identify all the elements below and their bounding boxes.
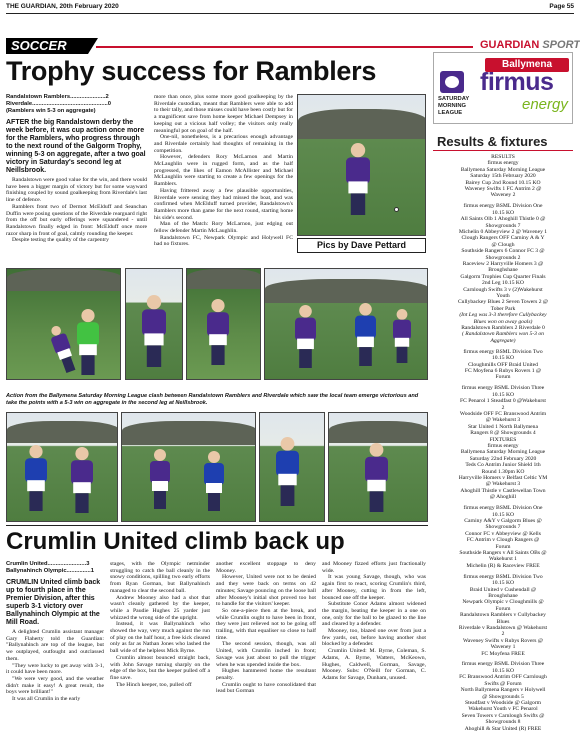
results-line: Riverdale v Randalstown @ Wakehurst: [458, 624, 548, 631]
results-line: Ballymena Saturday Morning League: [460, 449, 546, 456]
guardian-word: GUARDIAN: [480, 39, 540, 51]
paragraph: Hughes hammered home the resultant penalty.: [216, 668, 316, 681]
paragraph: Crumlin almost bounced straight back, with John Savage turning sharply on the edge of the box, but the keeper pulled off a fine save.: [110, 654, 210, 681]
results-line: firmus energy BSML Division Three: [461, 385, 545, 392]
player-purple: [393, 309, 411, 363]
paragraph: "We were very good, and the weather didn't make it easy! A great result, the boys were brilliant!": [6, 675, 104, 696]
results-line: All Saints Olb 1 Ahoghill Thistle 0 @: [460, 216, 546, 223]
photo-challenge: [186, 268, 261, 380]
results-line: FC Penarol 1 Steadfast 0 @Wakehurst: [460, 398, 546, 405]
results-line: Southside Rangers 6 Connor FC 3 @: [461, 248, 545, 255]
paragraph: Man of the Match: Rory McLarnon, just edging out fellow defender Martin McLaughlin.: [154, 221, 293, 235]
results-line: @ Wakehurst 3: [485, 481, 521, 488]
section-bar: [96, 46, 473, 48]
results-line: Michelin (R) & Raceview FREE: [466, 562, 540, 569]
results-line: 10.15 KO: [491, 580, 515, 587]
results-line: FC Branswood Antrim OFF Carnlough: [459, 674, 547, 681]
results-line: Woodside OFF FC Branswood Antrim: [459, 410, 547, 417]
results-line: @ Wakehurst 3: [485, 417, 521, 424]
results-line: 10.15 KO: [491, 511, 515, 518]
results-line: @ Clough: [491, 241, 515, 248]
paragraph: stages, with the Olympic netminder struggling to catch the ball cleanly in the snowy conditions, spilling two early efforts from Ryan Gorman, but Ballynahinch managed to clear the second ball.: [110, 561, 210, 594]
results-line: 2: [501, 631, 505, 638]
results-line: North Ballymena Rangers v Holywell: [460, 687, 546, 694]
results-line: Saturday 22nd February 2020: [469, 455, 537, 462]
results-line: 10.15 KO: [491, 355, 515, 362]
results-line: Swifts @ Forum: [484, 680, 522, 687]
page-header: [6, 3, 574, 13]
paragraph: Mooney, too, blazed one over from just a few yards, out, before having another shot blocked by a defender.: [322, 628, 426, 648]
story2-column-4: [322, 561, 426, 733]
results-rule: [433, 150, 573, 151]
results-line: FIXTURES: [489, 436, 517, 443]
results-line: Broughshane: [488, 267, 518, 274]
photo-midfield: [121, 412, 256, 522]
sponsor-panel: [433, 52, 573, 124]
results-line: Seven Towers v Carnlough Swifts @: [461, 712, 545, 719]
paper-date: THE GUARDIAN, 20th February 2020: [6, 3, 119, 10]
results-line: @ Showgrounds 5: [482, 693, 524, 700]
section-tab-soccer: [6, 38, 88, 54]
paragraph: So one-a-piece then at the break, and while Crumlin ought to have been in front, they were just relieved not to be going off trailing, with that equaliser so close to half time.: [216, 607, 316, 641]
results-line: firmus energy: [487, 442, 519, 449]
results-line: Michelin 0 Abbeyview 2 @ Waveney 1: [458, 228, 548, 235]
results-line: Connor FC v Abbeyview @ Kells: [465, 530, 541, 537]
results-line: firmus energy BSML Division Two: [463, 573, 543, 580]
tree-line: [187, 269, 261, 289]
results-line: Clough Rangers OFF Carniny A & Y: [461, 235, 545, 242]
tree-line: [7, 269, 121, 291]
results-line: Southside Rangers v All Saints OBs @: [459, 549, 547, 556]
score-note: (Ramblers win 5-3 on aggregate): [6, 108, 96, 114]
story2-column-1: [6, 561, 104, 733]
page-number: Page 55: [549, 3, 574, 10]
paragraph: Having frittered away a few plausible opportunities, Riverdale were sensing they had missed the boat, and was confirmed when McElduff turned provider, Randalstown's Ramblers more than game for the next round, starting home his side's second.: [154, 187, 293, 221]
results-line: Harryville Homers v Belfast Celtic YM: [458, 475, 548, 481]
photo-header: [259, 412, 325, 522]
player-blue: [276, 437, 299, 506]
results-line: @ Ahoghill: [489, 494, 517, 501]
paragraph: another excellent stoppage to deny Mooney.: [216, 561, 316, 574]
paragraph: Ramblers front two of Dermot McElduff and Seanchan Duffin were posing questions of the Riverdale rearguard right from the off but early offerings were squandered - until Randalstown finally edged in front: McElduff once more razor sharp in front of goal, calmly rounding the keeper.: [6, 203, 147, 237]
results-line: Waveney 1: [490, 644, 516, 651]
results-line: Wakehurst 1: [489, 556, 517, 563]
results-line: Galgorm Trophies Cup Quarter Finals: [460, 273, 546, 280]
results-line: Cloughmills OFF Braid United: [468, 361, 538, 368]
results-line: 2: [501, 404, 505, 411]
results-line: Newpark Olympic v Cloughmills @: [462, 599, 544, 606]
score-line: Riverdale...............................................0: [6, 101, 112, 107]
results-line: Teds Co Antrim Junior Shield 1th: [465, 462, 541, 469]
story2-lead: CRUMLIN United climb back up to fourth place in the Premier Division, after this superb 3-1 victory over Ballynahinch Olympic at the Mill Road.: [6, 579, 101, 626]
results-line: Bairey Cup 2nd Round 10.15 KO: [465, 179, 541, 186]
results-line: Cullybackey Blues 2 Seven Towers 2 @: [457, 299, 549, 306]
results-line: ( Randalstown Ramblers won 5-3 on: [462, 331, 544, 338]
score-line: Randalstown Ramblers......................2: [6, 94, 109, 100]
player-purple: [71, 447, 93, 513]
results-line: Blues: [496, 618, 510, 625]
tree-line: [265, 279, 428, 303]
results-line: FC Moyfena FREE: [481, 650, 525, 657]
paragraph: It was all Crumlin in the early: [12, 696, 81, 703]
paragraph: It was young Savage, though, who was again first to react, scoring Crumlin's third, after Mooney, cutting in from the left, bounced one off the keeper.: [322, 574, 426, 601]
paragraph: and Mooney fizzed efforts just fractionally wide.: [322, 561, 426, 574]
results-line: Carniny A&Y v Galgorm Blues @: [464, 517, 542, 524]
paragraph: Crumlin ought to have consolidated that lead but Gorman: [216, 681, 316, 695]
results-line: Forum: [495, 374, 511, 381]
paragraph: One-nil, nonetheless, is a precarious enough advantage and Riverdale certainly had thoughts of remaining in the competition.: [154, 134, 293, 154]
results-line: Ahoghill & Star United (R) FREE: [464, 725, 542, 732]
paragraph: However, United were not to be denied and they were back on terms on 42 minutes; Savage pouncing on the loose ball after Mooney's initial shot proved too hot to handle for the visitors' keeper.: [216, 574, 316, 608]
results-line: Star United 1 North Ballymena: [468, 423, 538, 430]
results-line: Tober Park: [490, 305, 516, 312]
player-purple: [47, 324, 78, 375]
results-title: Results & fixtures: [437, 134, 548, 149]
photo-control: [328, 412, 428, 522]
results-line: Saturday 15th February 2020: [470, 173, 536, 180]
results-line: Waveney Swifts v Rubys Rovers @: [462, 637, 544, 644]
player-purple: [346, 143, 370, 215]
results-line: Raceview 2 Harryville Homers 3 @: [462, 261, 544, 267]
results-line: firmus energy BSML Division One: [463, 203, 543, 210]
paragraph: Despite testing the quality of the carpentry: [12, 237, 109, 244]
player-blue: [204, 451, 224, 511]
results-line: Waveney Swifts 1 FC Antrim 2 @: [464, 186, 542, 193]
story1-lead: AFTER the big Randalstown derby the week before, it was cup action once more for the Ramblers, who progress through to the next round of the Galgorm Trophy, winning 5-3 on aggregate, after a two goal victory in Saturday's second leg at Neillsbrook.: [6, 119, 146, 174]
player-purple: [365, 443, 388, 512]
results-line: Youth: [496, 293, 510, 300]
paragraph: Andrew Mooney also had a shot that wasn't cleanly gathered by the keeper, while a Paudie Hughes 25 yarder just whizzed the wrong side of the upright.: [110, 594, 210, 621]
guardian-sport-logo: [480, 39, 580, 51]
photo-main: [297, 94, 426, 236]
paragraph: Crumlin United: M. Byrne, Coleman, S. Adams, A. Byrne, Watters, McKeown, Hughes, Caldwell, Gorman, Savage, Mooney. Subs: O'Neill for Gorman, C. Adams for Savage, Dunham, unused.: [322, 648, 426, 681]
results-line: firmus energy BSML Division Three: [461, 661, 545, 668]
photo-goalkeeper-save: [6, 268, 121, 380]
paragraph: Instead, it was Ballynahinch who showed the way, very much against the run of play on the half hour, a free kick cleared only as far as Nathan Jones who lashed the ball wide of the helpless Mick Byrne.: [110, 621, 210, 655]
score-line: Ballynahinch Olympic...............1: [6, 568, 94, 574]
results-line: Braid United v Cushendall @: [469, 586, 537, 593]
paragraph: However, defenders Rory McLarnon and Martin McLaughlin were in rugged form, and as the half progressed, the likes of Eamon McAllister and Michael McLaughlin were starting to create a few openings for the Ramblers.: [154, 154, 293, 188]
results-line: Aggregate): [490, 337, 516, 344]
results-line: Wakehurst Youth v FC Penarol: [468, 706, 538, 713]
story2-column-2: [110, 561, 210, 733]
results-line: Showgrounds 8: [485, 719, 521, 726]
results-line: Showgrounds 2: [485, 254, 521, 261]
results-line: 10.15 KO: [491, 391, 515, 398]
results-line: Randalstown Ramblers 2 Riverdale 0: [461, 325, 545, 332]
sport-word: SPORT: [542, 39, 580, 51]
paragraph: The Hinch keeper, too, pulled off: [116, 681, 192, 688]
league-crest-icon: [440, 71, 464, 93]
results-line: Waveney 2: [490, 192, 516, 199]
results-line: 10.15 KO: [491, 209, 515, 216]
story2-score: [6, 561, 104, 575]
results-line: RESULTS: [491, 154, 515, 160]
photo-credit: Pics by Dave Pettard: [297, 238, 426, 253]
score-line: Crumlin United........................3: [6, 561, 90, 567]
ball: [394, 207, 399, 212]
results-line: Showgrounds 7: [485, 222, 521, 229]
story1-column-2: [154, 94, 293, 294]
tree-line: [329, 421, 428, 443]
results-line: firmus energy: [487, 160, 519, 167]
story1-headline: Trophy success for Ramblers: [6, 56, 377, 86]
sponsor-league: SATURDAY MORNING LEAGUE: [438, 96, 470, 116]
results-line: Carnlough Swifts 3 v (2)Wakehurst: [463, 286, 543, 293]
results-list: [433, 154, 573, 732]
story2-headline: Crumlin United climb back up: [6, 528, 345, 555]
results-line: firmus energy BSML Division Two: [463, 348, 543, 355]
results-line: Blues won on away goals): [473, 318, 533, 325]
tree-line: [7, 421, 118, 443]
results-line: Ballymena Saturday Morning League: [460, 166, 546, 173]
results-line: Rangers 8 @ Showgrounds 4: [470, 430, 536, 437]
results-line: 2nd Leg 10.15 KO: [482, 280, 524, 287]
paragraph: The second session, though, was all United, with Crumlin inched in front; Savage was just about to pull the trigger when he was upended inside the box.: [216, 641, 316, 668]
player-purple: [295, 305, 316, 368]
results-sidebar: [433, 52, 573, 732]
photo-caption: Action from the Ballymena Saturday Morning League clash between Randalstown Ramblers and Riverdale which saw the local team emerge victorious and take the points with a 5-3 win on aggregate in the second leg at Neillsbrook.: [6, 393, 419, 406]
results-line: Round 1.30pm KO: [481, 468, 525, 475]
photo-tussle: [264, 268, 428, 380]
results-line: Ahoghill Thistle v Castlewellan Town: [460, 487, 546, 494]
results-line: 10.15 KO: [491, 667, 515, 674]
tree-line: [122, 421, 256, 445]
paragraph: more than once, plus some more good goalkeeping by the Riverdale custodian, meant that Ramblers were able to add to their tally, and those misses could have been costly but for a magnificent save from home keeper Michael Dempsey in keeping out a vicious half volley; the visitors only really meaningful pot on goal of the half.: [154, 94, 293, 134]
sponsor-energy: energy: [522, 96, 568, 113]
story1-score: [6, 94, 147, 115]
results-line: (Int Leg was 3-3 therefore Cullybackey: [459, 312, 547, 319]
paragraph: Randalstown FC, Newpark Olympic and Holywell FC had no fixtures.: [154, 234, 293, 248]
results-line: Broughshane: [488, 592, 518, 599]
results-line: Randalstown Ramblers v Cullybackey: [460, 612, 546, 619]
results-line: Forum: [495, 605, 511, 612]
player-purple: [207, 299, 229, 365]
paragraph: Substitute Conor Adams almost widened the margin, beating the keeper in a one on one, only for the ball to be glazed to the line and cleared by a defender.: [322, 601, 426, 628]
results-line: Forum: [495, 543, 511, 550]
results-line: firmus energy BSML Division One: [463, 505, 543, 512]
header-rule: [6, 13, 574, 14]
player-purple: [142, 295, 166, 367]
sponsor-firmus: firmus: [480, 68, 554, 96]
section-label: SOCCER: [11, 38, 67, 53]
story2-rule: [6, 525, 428, 526]
sponsor-ballymena: Ballymena: [485, 58, 569, 72]
photo-duel: [6, 412, 118, 522]
results-line: FC Antrim v Clough Rangers @: [466, 537, 540, 544]
results-line: Steadfast v Woodside @ Galgorm: [464, 699, 542, 706]
tree-line: [298, 109, 426, 139]
player-purple: [150, 449, 170, 509]
results-line: Showgrounds 7: [485, 524, 521, 531]
photo-player-run: [125, 268, 183, 380]
story2-column-3: [216, 561, 316, 733]
paragraph: "They were lucky to get away with 3-1, it could have been more.: [6, 662, 104, 676]
results-line: FC Moyfena 6 Rubys Rovers 1 @: [464, 368, 542, 374]
paragraph: Randalstown were good value for the win, and there would have been a bigger margin of victory but for some wayward finishing coupled by sound goalkeeping from Riverdale's last line of defence.: [6, 177, 147, 204]
player-blue: [355, 303, 376, 366]
player-blue: [25, 445, 47, 511]
player-goalkeeper: [77, 309, 99, 375]
paragraph: A delighted Crumlin assistant manager Gary Flaherty told the Guardian: "Ballynahinch are top of the league, but we outplayed, outfought and outclassed them.: [6, 629, 104, 662]
